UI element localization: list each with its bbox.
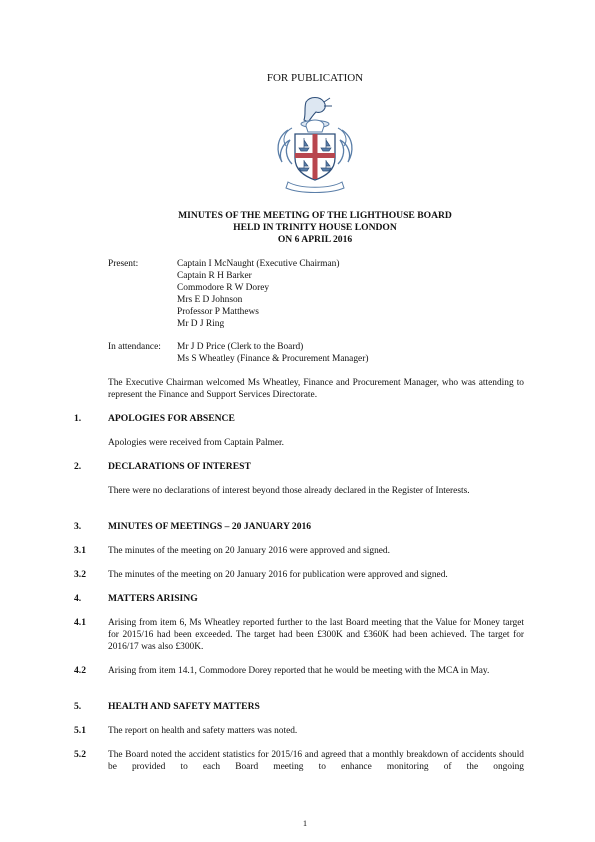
publication-label: FOR PUBLICATION xyxy=(266,72,364,84)
section-paragraph: Apologies were received from Captain Palmer. xyxy=(108,438,284,448)
item-paragraph: The Board noted the accident statistics for 2015/16 and agreed that a monthly breakdown of accidents should be provided to each Board meeting to enhance monitoring of the ongoing xyxy=(108,750,524,772)
present-name: Mr D J Ring xyxy=(177,319,225,329)
section-heading: MATTERS ARISING xyxy=(108,593,198,604)
item-paragraph: Arising from item 6, Ms Wheatley reported further to the last Board meeting that the Value for Money target for 2015/16 had been exceeded. The target had been £300K and £360K had been achieved. The target for 2016/17 was also £300K. xyxy=(108,618,524,652)
item-paragraph: The minutes of the meeting on 20 January 2016 were approved and signed. xyxy=(108,546,390,556)
section-number: 3. xyxy=(74,521,82,532)
present-name: Captain R H Barker xyxy=(177,271,252,281)
section-heading: MINUTES OF MEETINGS – 20 JANUARY 2016 xyxy=(108,521,312,532)
item-number: 3.2 xyxy=(74,569,86,580)
attendance-name: Mr J D Price (Clerk to the Board) xyxy=(177,342,304,352)
item-number: 5.1 xyxy=(74,725,86,736)
item-paragraph: The minutes of the meeting on 20 January 2016 for publication were approved and signed. xyxy=(108,570,448,580)
section-number: 4. xyxy=(74,593,82,604)
item-paragraph: The report on health and safety matters was noted. xyxy=(108,726,298,736)
section-number: 5. xyxy=(74,701,82,712)
minutes-title-line-2: HELD IN TRINITY HOUSE LONDON xyxy=(233,222,397,233)
minutes-title-line-1: MINUTES OF THE MEETING OF THE LIGHTHOUSE BOARD xyxy=(178,210,452,221)
item-paragraph: Arising from item 14.1, Commodore Dorey reported that he would be meeting with the MCA in May. xyxy=(108,666,490,676)
item-number: 5.2 xyxy=(74,749,86,760)
section-paragraph: There were no declarations of interest beyond those already declared in the Register of Interests. xyxy=(108,486,470,496)
minutes-title-line-3: ON 6 APRIL 2016 xyxy=(277,234,353,245)
present-name: Mrs E D Johnson xyxy=(177,295,243,305)
section-number: 1. xyxy=(74,413,82,424)
present-label: Present: xyxy=(108,259,139,269)
page-number: 1 xyxy=(302,818,308,828)
present-name: Captain I McNaught (Executive Chairman) xyxy=(177,259,340,269)
item-number: 4.2 xyxy=(74,665,86,676)
present-name: Professor P Matthews xyxy=(177,307,259,317)
section-heading: DECLARATIONS OF INTEREST xyxy=(108,461,251,472)
attendance-label: In attendance: xyxy=(108,342,161,352)
section-heading: APOLOGIES FOR ABSENCE xyxy=(108,413,235,424)
coat-of-arms-crest-icon xyxy=(270,92,360,194)
present-name: Commodore R W Dorey xyxy=(177,283,270,293)
section-number: 2. xyxy=(74,461,82,472)
item-number: 4.1 xyxy=(74,617,86,628)
attendance-name: Ms S Wheatley (Finance & Procurement Manager) xyxy=(177,354,369,364)
section-heading: HEALTH AND SAFETY MATTERS xyxy=(108,701,260,712)
intro-paragraph: The Executive Chairman welcomed Ms Wheatley, Finance and Procurement Manager, who was attending to represent the Finance and Support Services Directorate. xyxy=(108,378,524,400)
item-number: 3.1 xyxy=(74,545,86,556)
